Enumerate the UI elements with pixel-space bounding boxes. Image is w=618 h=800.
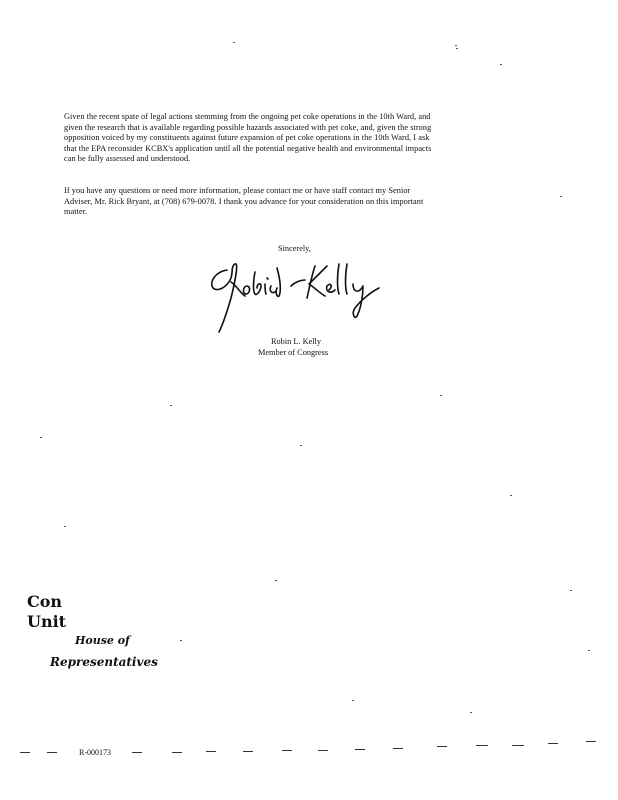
scan-dash: [437, 746, 447, 747]
scan-speck: [300, 445, 302, 446]
seal-text-line: Representatives: [50, 655, 158, 669]
scan-dash: [476, 745, 488, 746]
scan-dash: [318, 750, 328, 751]
paragraph-line: given the research that is available regarding possible hazards associated with pet coke, and, given the strong: [64, 122, 432, 132]
scan-speck: [64, 526, 66, 527]
scan-dash: [243, 751, 253, 752]
scan-speck: [170, 405, 172, 406]
signer-title: Member of Congress: [258, 348, 329, 357]
scan-speck: [440, 395, 442, 396]
scan-speck: [560, 196, 562, 197]
paragraph-line: If you have any questions or need more information, please contact me or have staff contact my Senior: [64, 186, 411, 195]
paragraph-line: matter.: [64, 207, 88, 217]
scan-speck: [233, 42, 235, 43]
handwritten-signature: [205, 252, 390, 337]
scan-speck: [500, 64, 502, 65]
paragraph-line: opposition voiced by my constituents against future expansion of pet coke operations in the 10th Ward, I ask: [64, 133, 430, 143]
seal-text-line: Unit: [27, 612, 67, 631]
scan-speck: [570, 590, 572, 591]
scan-dash: [512, 745, 524, 746]
paragraph-concerns: [64, 112, 544, 165]
scan-speck: [275, 580, 277, 581]
paragraph-line: Given the recent spate of legal actions stemming from the ongoing pet coke operations in the 10th Ward, and: [64, 112, 431, 121]
paragraph-line: can be fully assessed and understood.: [64, 154, 191, 164]
scan-dash: [132, 752, 142, 753]
seal-text-line: Con: [27, 592, 63, 611]
scan-dash: [393, 748, 403, 749]
scan-speck: [510, 495, 512, 496]
scan-dash: [586, 741, 596, 742]
scan-dash: [20, 752, 30, 753]
paragraph-line: Adviser, Mr. Rick Bryant, at (708) 679-0078. I thank you advance for your consideration on this important: [64, 196, 424, 206]
paragraph-contact: [64, 186, 544, 218]
scan-speck: [40, 437, 42, 438]
signer-name: Robin L. Kelly: [271, 337, 322, 346]
scan-speck: [470, 712, 472, 713]
scan-speck: [455, 45, 457, 46]
scan-dash: [172, 752, 182, 753]
scan-speck: [456, 48, 458, 49]
scan-dash: [282, 750, 292, 751]
scan-dash: [206, 751, 216, 752]
paragraph-line: that the EPA reconsider KCBX's application until all the potential negative health and environmental impacts: [64, 143, 432, 153]
closing-salutation: Sincerely,: [278, 244, 311, 253]
scan-dash: [548, 743, 558, 744]
bates-number: R-000173: [79, 748, 111, 757]
scan-speck: [180, 640, 182, 641]
scan-speck: [588, 650, 590, 651]
scan-dash: [47, 752, 57, 753]
seal-text-line: House of: [75, 634, 130, 647]
scan-speck: [352, 700, 354, 701]
scan-dash: [355, 749, 365, 750]
